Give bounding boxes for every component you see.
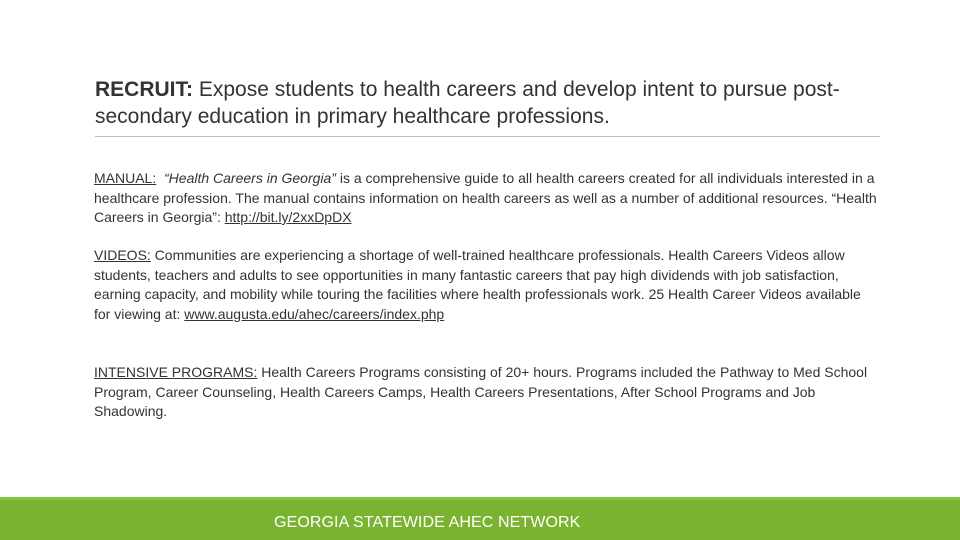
slide-title — [95, 76, 895, 130]
manual-text: is a comprehensive guide to all health careers created for all individuals interested in a healthcare profession. The manual contains information on health careers as well as a number of additional resources. “Health Careers in Georgia”: — [94, 170, 877, 225]
manual-quote: “Health Careers in Georgia” — [164, 170, 336, 186]
manual-link[interactable]: http://bit.ly/2xxDpDX — [224, 209, 352, 225]
intensive-text: Health Careers Programs consisting of 20+ hours. Programs included the Pathway to Med School Program, Career Counseling, Health Careers Camps, Health Careers Presentations, After School Programs and Job Shadowing. — [94, 364, 868, 419]
footer-text: GEORGIA STATEWIDE AHEC NETWORK — [274, 514, 581, 531]
title-text: Expose students to health careers and develop intent to pursue post-secondary education in primary healthcare professions. — [95, 78, 840, 128]
manual-section — [94, 169, 880, 228]
videos-link[interactable]: www.augusta.edu/ahec/careers/index.php — [184, 305, 445, 322]
videos-text: Communities are experiencing a shortage of well-trained healthcare professionals. Health Careers Videos allow students, teachers and adults to see opportunities in many fantastic careers that pay high dividends with job satisfaction, earning capacity, and mobility while touring the facilities where health professionals work. 25 Health Career Videos available for viewing at: — [94, 247, 861, 322]
manual-spacer — [156, 170, 164, 186]
manual-label: MANUAL: — [94, 170, 157, 186]
intensive-label: INTENSIVE PROGRAMS: — [94, 364, 258, 380]
videos-section — [94, 246, 880, 324]
videos-label: VIDEOS: — [94, 247, 151, 263]
intensive-section — [94, 363, 880, 422]
title-lead: RECRUIT: — [95, 78, 193, 101]
title-divider — [95, 136, 880, 137]
